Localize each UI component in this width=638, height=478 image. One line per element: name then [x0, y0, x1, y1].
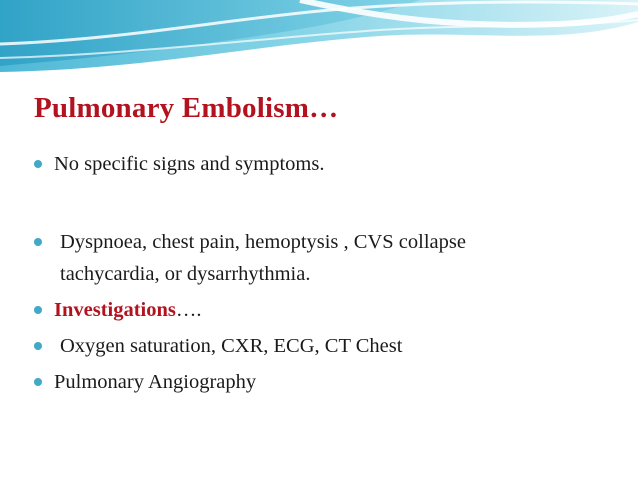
- bullet-dot-icon: [34, 378, 42, 386]
- bullet-dot-icon: [34, 342, 42, 350]
- investigations-highlight: Investigations: [54, 299, 176, 321]
- bullet-continuation-text: tachycardia, or dysarrhythmia.: [60, 263, 311, 285]
- slide-title: Pulmonary Embolism…: [34, 92, 339, 124]
- bullet-dot-icon: [34, 238, 42, 246]
- bullet-text: [54, 298, 202, 322]
- bullet-dot-icon: [34, 160, 42, 168]
- bullet-text: No specific signs and symptoms.: [54, 153, 325, 175]
- bullet-text: Pulmonary Angiography: [54, 371, 257, 393]
- bullet-dot-icon: [34, 306, 42, 314]
- bullet-ellipsis: ….: [175, 299, 202, 321]
- bullet-text: Dyspnoea, chest pain, hemoptysis , CVS collapse: [60, 231, 466, 253]
- header-wave-banner: [0, 0, 638, 80]
- bullet-text: Oxygen saturation, CXR, ECG, CT Chest: [60, 335, 403, 357]
